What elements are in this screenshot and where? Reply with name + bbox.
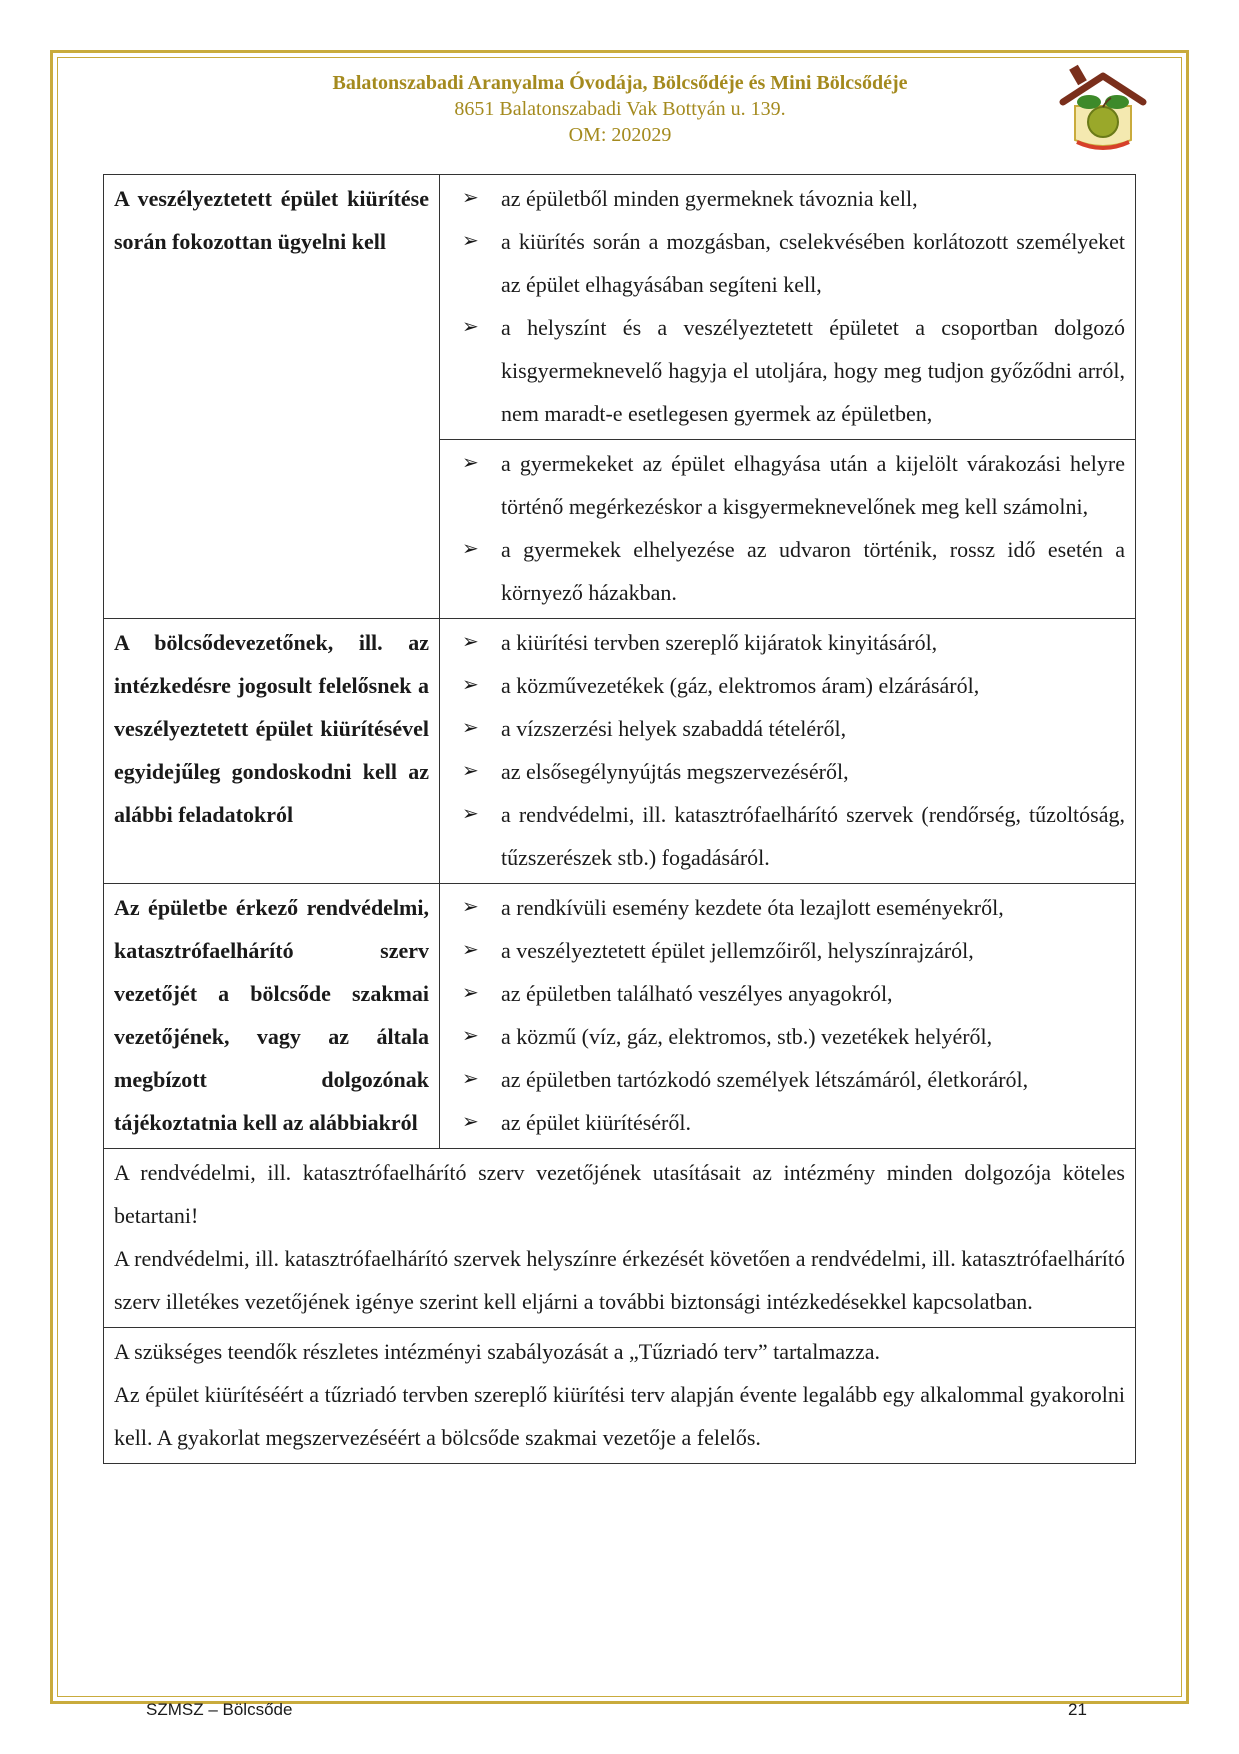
list-item: ➢ az épületből minden gyermeknek távoznia kell, xyxy=(462,177,1125,220)
row1-items-a xyxy=(440,175,1136,440)
row1-label: A veszélyeztetett épület kiürítése során fokozottan ügyelni kell xyxy=(104,175,440,619)
arrow-bullet-icon: ➢ xyxy=(462,187,479,209)
arrow-bullet-icon: ➢ xyxy=(462,316,479,338)
arrow-bullet-icon: ➢ xyxy=(462,230,479,252)
row2-items xyxy=(440,619,1136,884)
arrow-bullet-icon: ➢ xyxy=(462,803,479,825)
row3-items xyxy=(440,884,1136,1149)
list-item: ➢ a kiürítés során a mozgásban, cselekvésében korlátozott személyeket az épület elhagyásában segíteni kell, xyxy=(462,220,1125,306)
list-item: ➢ az elsősegélynyújtás megszervezéséről, xyxy=(462,750,1125,793)
arrow-bullet-icon: ➢ xyxy=(462,717,479,739)
notes-authority xyxy=(104,1149,1136,1328)
page-header xyxy=(140,70,1100,148)
arrow-bullet-icon: ➢ xyxy=(462,1025,479,1047)
list-item: ➢ az épületben tartózkodó személyek létszámáról, életkoráról, xyxy=(462,1058,1125,1101)
arrow-bullet-icon: ➢ xyxy=(462,452,479,474)
footer-doc-title: SZMSZ – Bölcsőde xyxy=(146,1700,293,1719)
arrow-bullet-icon: ➢ xyxy=(462,939,479,961)
list-item: ➢ az épület kiürítéséről. xyxy=(462,1101,1125,1144)
list-item: ➢ a gyermekek elhelyezése az udvaron történik, rossz idő esetén a környező házakban. xyxy=(462,528,1125,614)
row3-label: Az épületbe érkező rendvédelmi, katasztrófaelhárító szerv vezetőjét a bölcsőde szakmai vezetőjének, vagy az általa megbízott dolgozónak tájékoztatnia kell az alábbiakról xyxy=(104,884,440,1149)
arrow-bullet-icon: ➢ xyxy=(462,538,479,560)
row2-label: A bölcsődevezetőnek, ill. az intézkedésre jogosult felelősnek a veszélyeztetett épület kiürítésével egyidejűleg gondoskodni kell az alábbi feladatokról xyxy=(104,619,440,884)
arrow-bullet-icon: ➢ xyxy=(462,631,479,653)
arrow-bullet-icon: ➢ xyxy=(462,982,479,1004)
arrow-bullet-icon: ➢ xyxy=(462,1068,479,1090)
list-item: ➢ a közművezetékek (gáz, elektromos áram) elzárásáról, xyxy=(462,664,1125,707)
list-item: ➢ a gyermekeket az épület elhagyása után a kijelölt várakozási helyre történő megérkezéskor a kisgyermeknevelőnek meg kell számolni, xyxy=(462,442,1125,528)
footer-page-number: 21 xyxy=(1068,1700,1087,1719)
list-item: ➢ a veszélyeztetett épület jellemzőiről, helyszínrajzáról, xyxy=(462,929,1125,972)
notes-fire-plan xyxy=(104,1328,1136,1464)
header-address: 8651 Balatonszabadi Vak Bottyán u. 139. xyxy=(454,98,786,120)
list-item: ➢ a közmű (víz, gáz, elektromos, stb.) vezetékek helyéről, xyxy=(462,1015,1125,1058)
list-item: ➢ az épületben található veszélyes anyagokról, xyxy=(462,972,1125,1015)
header-om: OM: 202029 xyxy=(568,124,672,146)
arrow-bullet-icon: ➢ xyxy=(462,674,479,696)
paragraph: A rendvédelmi, ill. katasztrófaelhárító szervek helyszínre érkezését követően a rendvédelmi, ill. katasztrófaelhárító szerv illetékes vezetőjének igénye szerint kell eljárni a további biztonsági intézkedésekkel kapcsolatban. xyxy=(114,1246,1125,1314)
list-item: ➢ a vízszerzési helyek szabaddá tételéről, xyxy=(462,707,1125,750)
paragraph: A rendvédelmi, ill. katasztrófaelhárító szerv vezetőjének utasításait az intézmény minden dolgozója köteles betartani! xyxy=(114,1160,1125,1228)
row1-items-b xyxy=(440,440,1136,619)
list-item: ➢ a rendvédelmi, ill. katasztrófaelhárító szervek (rendőrség, tűzoltóság, tűzszerészek stb.) fogadásáról. xyxy=(462,793,1125,879)
paragraph: Az épület kiürítéséért a tűzriadó tervben szereplő kiürítési terv alapján évente legalább egy alkalommal gyakorolni kell. A gyakorlat megszervezéséért a bölcsőde szakmai vezetője a felelős. xyxy=(114,1382,1125,1450)
paragraph: A szükséges teendők részletes intézményi szabályozását a „Tűzriadó terv” tartalmazza. xyxy=(114,1339,880,1364)
list-item: ➢ a kiürítési tervben szereplő kijáratok kinyitásáról, xyxy=(462,621,1125,664)
arrow-bullet-icon: ➢ xyxy=(462,760,479,782)
arrow-bullet-icon: ➢ xyxy=(462,896,479,918)
list-item: ➢ a helyszínt és a veszélyeztetett épületet a csoportban dolgozó kisgyermeknevelő hagyja el utoljára, hogy meg tudjon győződni arról, nem maradt-e esetlegesen gyermek az épületben, xyxy=(462,306,1125,435)
kindergarten-logo xyxy=(1055,62,1151,158)
arrow-bullet-icon: ➢ xyxy=(462,1111,479,1133)
list-item: ➢ a rendkívüli esemény kezdete óta lezajlott eseményekről, xyxy=(462,886,1125,929)
header-org: Balatonszabadi Aranyalma Óvodája, Bölcsődéje és Mini Bölcsődéje xyxy=(332,72,908,94)
evacuation-table xyxy=(103,174,1136,1464)
